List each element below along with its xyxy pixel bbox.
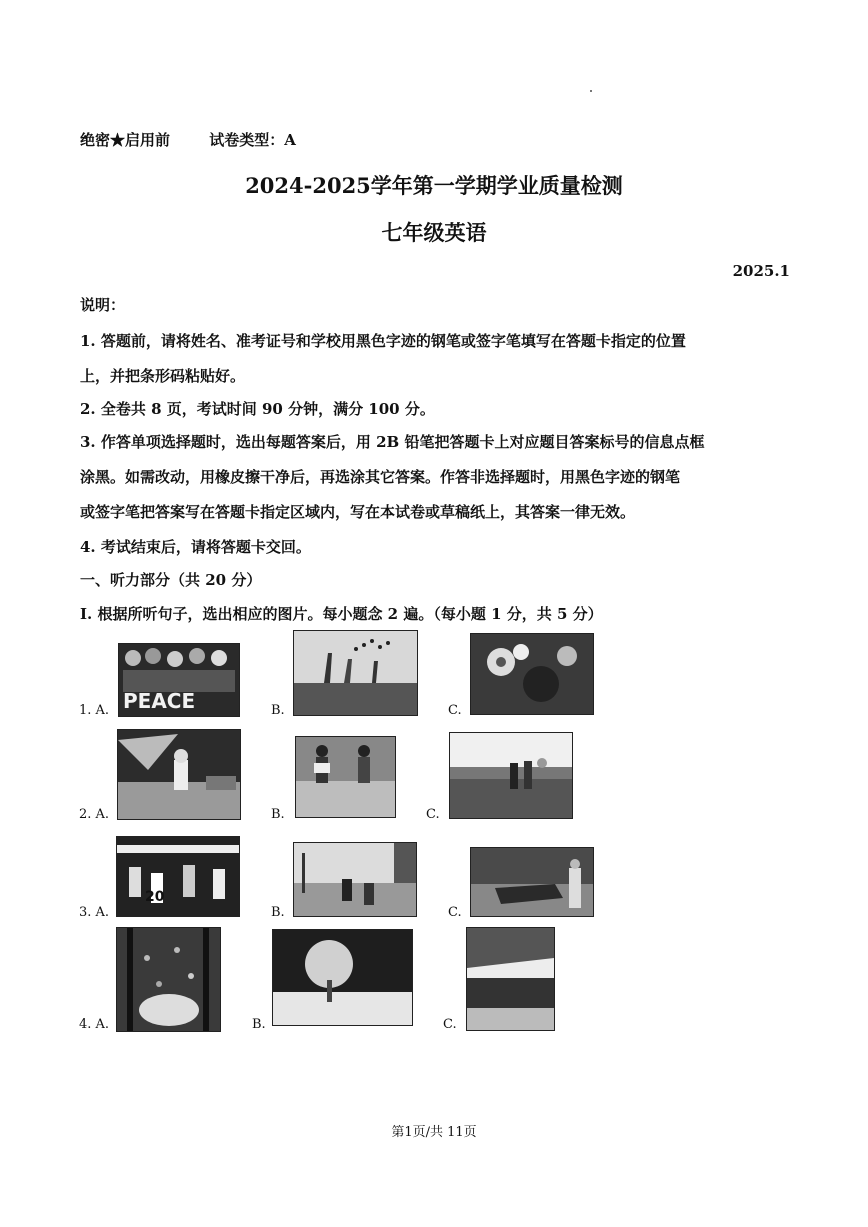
instruction-3-line-1: 3. 作答单项选择题时，选出每题答案后，用 2B 铅笔把答题卡上对应题目答案标号的信息点框	[80, 433, 705, 451]
q1-option-c-label: C.	[448, 703, 462, 718]
page-footer: 第1页/共 11页	[391, 1125, 477, 1140]
q4-photo-c-image	[467, 928, 554, 1030]
q1-photo-a-peace-crowd[interactable]	[118, 643, 240, 717]
section-title: 一、听力部分（共 20 分）	[80, 571, 262, 589]
q2-option-b-label: B.	[271, 807, 285, 822]
q1-option-a-label: 1. A.	[79, 703, 110, 718]
q2-option-c-label: C.	[426, 807, 440, 822]
instruction-1	[80, 324, 795, 394]
instructions-label: 说明：	[80, 296, 126, 314]
jersey-number: 20	[145, 889, 165, 905]
q1-photo-c-image	[471, 634, 593, 714]
q2-photo-c-image	[450, 733, 572, 818]
instruction-3-line-3: 或签字笔把答案写在答题卡指定区域内，写在本试卷或草稿纸上，其答案一律无效。	[80, 503, 636, 521]
q3-photo-c-image	[471, 848, 593, 916]
q2-photo-b-image	[296, 737, 395, 817]
instruction-3-line-2: 涂黑。如需改动，用橡皮擦干净后，再选涂其它答案。作答非选择题时，用黑色字迹的钢笔	[80, 468, 681, 486]
exam-title: 2024-2025学年第一学期学业质量检测	[245, 173, 623, 198]
q1-photo-a-image	[119, 644, 239, 716]
q4-photo-b-image	[273, 930, 412, 1025]
q4-photo-a-autumn-leaves[interactable]	[116, 927, 221, 1032]
q2-photo-b-two-girls[interactable]	[295, 736, 396, 818]
peace-sign-text: PEACE	[123, 689, 196, 713]
q3-option-b-label: B.	[271, 905, 285, 920]
q4-photo-a-image	[117, 928, 220, 1031]
instruction-1-line-2: 上，并把条形码粘贴好。	[80, 367, 246, 385]
q4-option-b-label: B.	[252, 1017, 266, 1032]
subject-title: 七年级英语	[381, 220, 487, 245]
q4-photo-b-snowy-tree[interactable]	[272, 929, 413, 1026]
q3-photo-a-volleyball[interactable]	[116, 836, 240, 917]
part-1-instruction: I. 根据所听句子，选出相应的图片。每小题念 2 遍。（每小题 1 分，共 5 分）	[80, 605, 603, 623]
q2-photo-a-image	[118, 730, 240, 819]
q4-photo-c-spring-garden[interactable]	[466, 927, 555, 1031]
instruction-1-line-1: 1. 答题前，请将姓名、准考证号和学校用黑色字迹的钢笔或签字笔填写在答题卡指定的位置	[80, 332, 686, 350]
secret-label: 绝密★启用前	[80, 131, 171, 149]
q3-option-a-label: 3. A.	[79, 905, 110, 920]
q3-photo-c-table-tennis[interactable]	[470, 847, 594, 917]
exam-date: 2025.1	[732, 262, 790, 280]
q1-photo-b-image	[294, 631, 417, 715]
instruction-4: 4. 考试结束后，请将答题卡交回。	[80, 538, 311, 556]
scan-dot	[590, 90, 592, 92]
paper-type: 试卷类型：A	[209, 131, 296, 149]
q1-photo-c-flowers[interactable]	[470, 633, 594, 715]
q3-option-c-label: C.	[448, 905, 462, 920]
q2-option-a-label: 2. A.	[79, 807, 110, 822]
q4-option-a-label: 4. A.	[79, 1017, 110, 1032]
q2-photo-c-family-walk[interactable]	[449, 732, 573, 819]
header-line	[80, 129, 296, 150]
q3-photo-b-tennis-court[interactable]	[293, 842, 417, 917]
q3-photo-b-image	[294, 843, 416, 916]
q4-option-c-label: C.	[443, 1017, 457, 1032]
instruction-2: 2. 全卷共 8 页，考试时间 90 分钟，满分 100 分。	[80, 400, 435, 418]
q3-photo-a-image	[117, 837, 239, 916]
instruction-3	[80, 425, 795, 530]
q2-photo-a-moon-landing[interactable]	[117, 729, 241, 820]
q1-photo-b-giraffes[interactable]	[293, 630, 418, 716]
q1-option-b-label: B.	[271, 703, 285, 718]
